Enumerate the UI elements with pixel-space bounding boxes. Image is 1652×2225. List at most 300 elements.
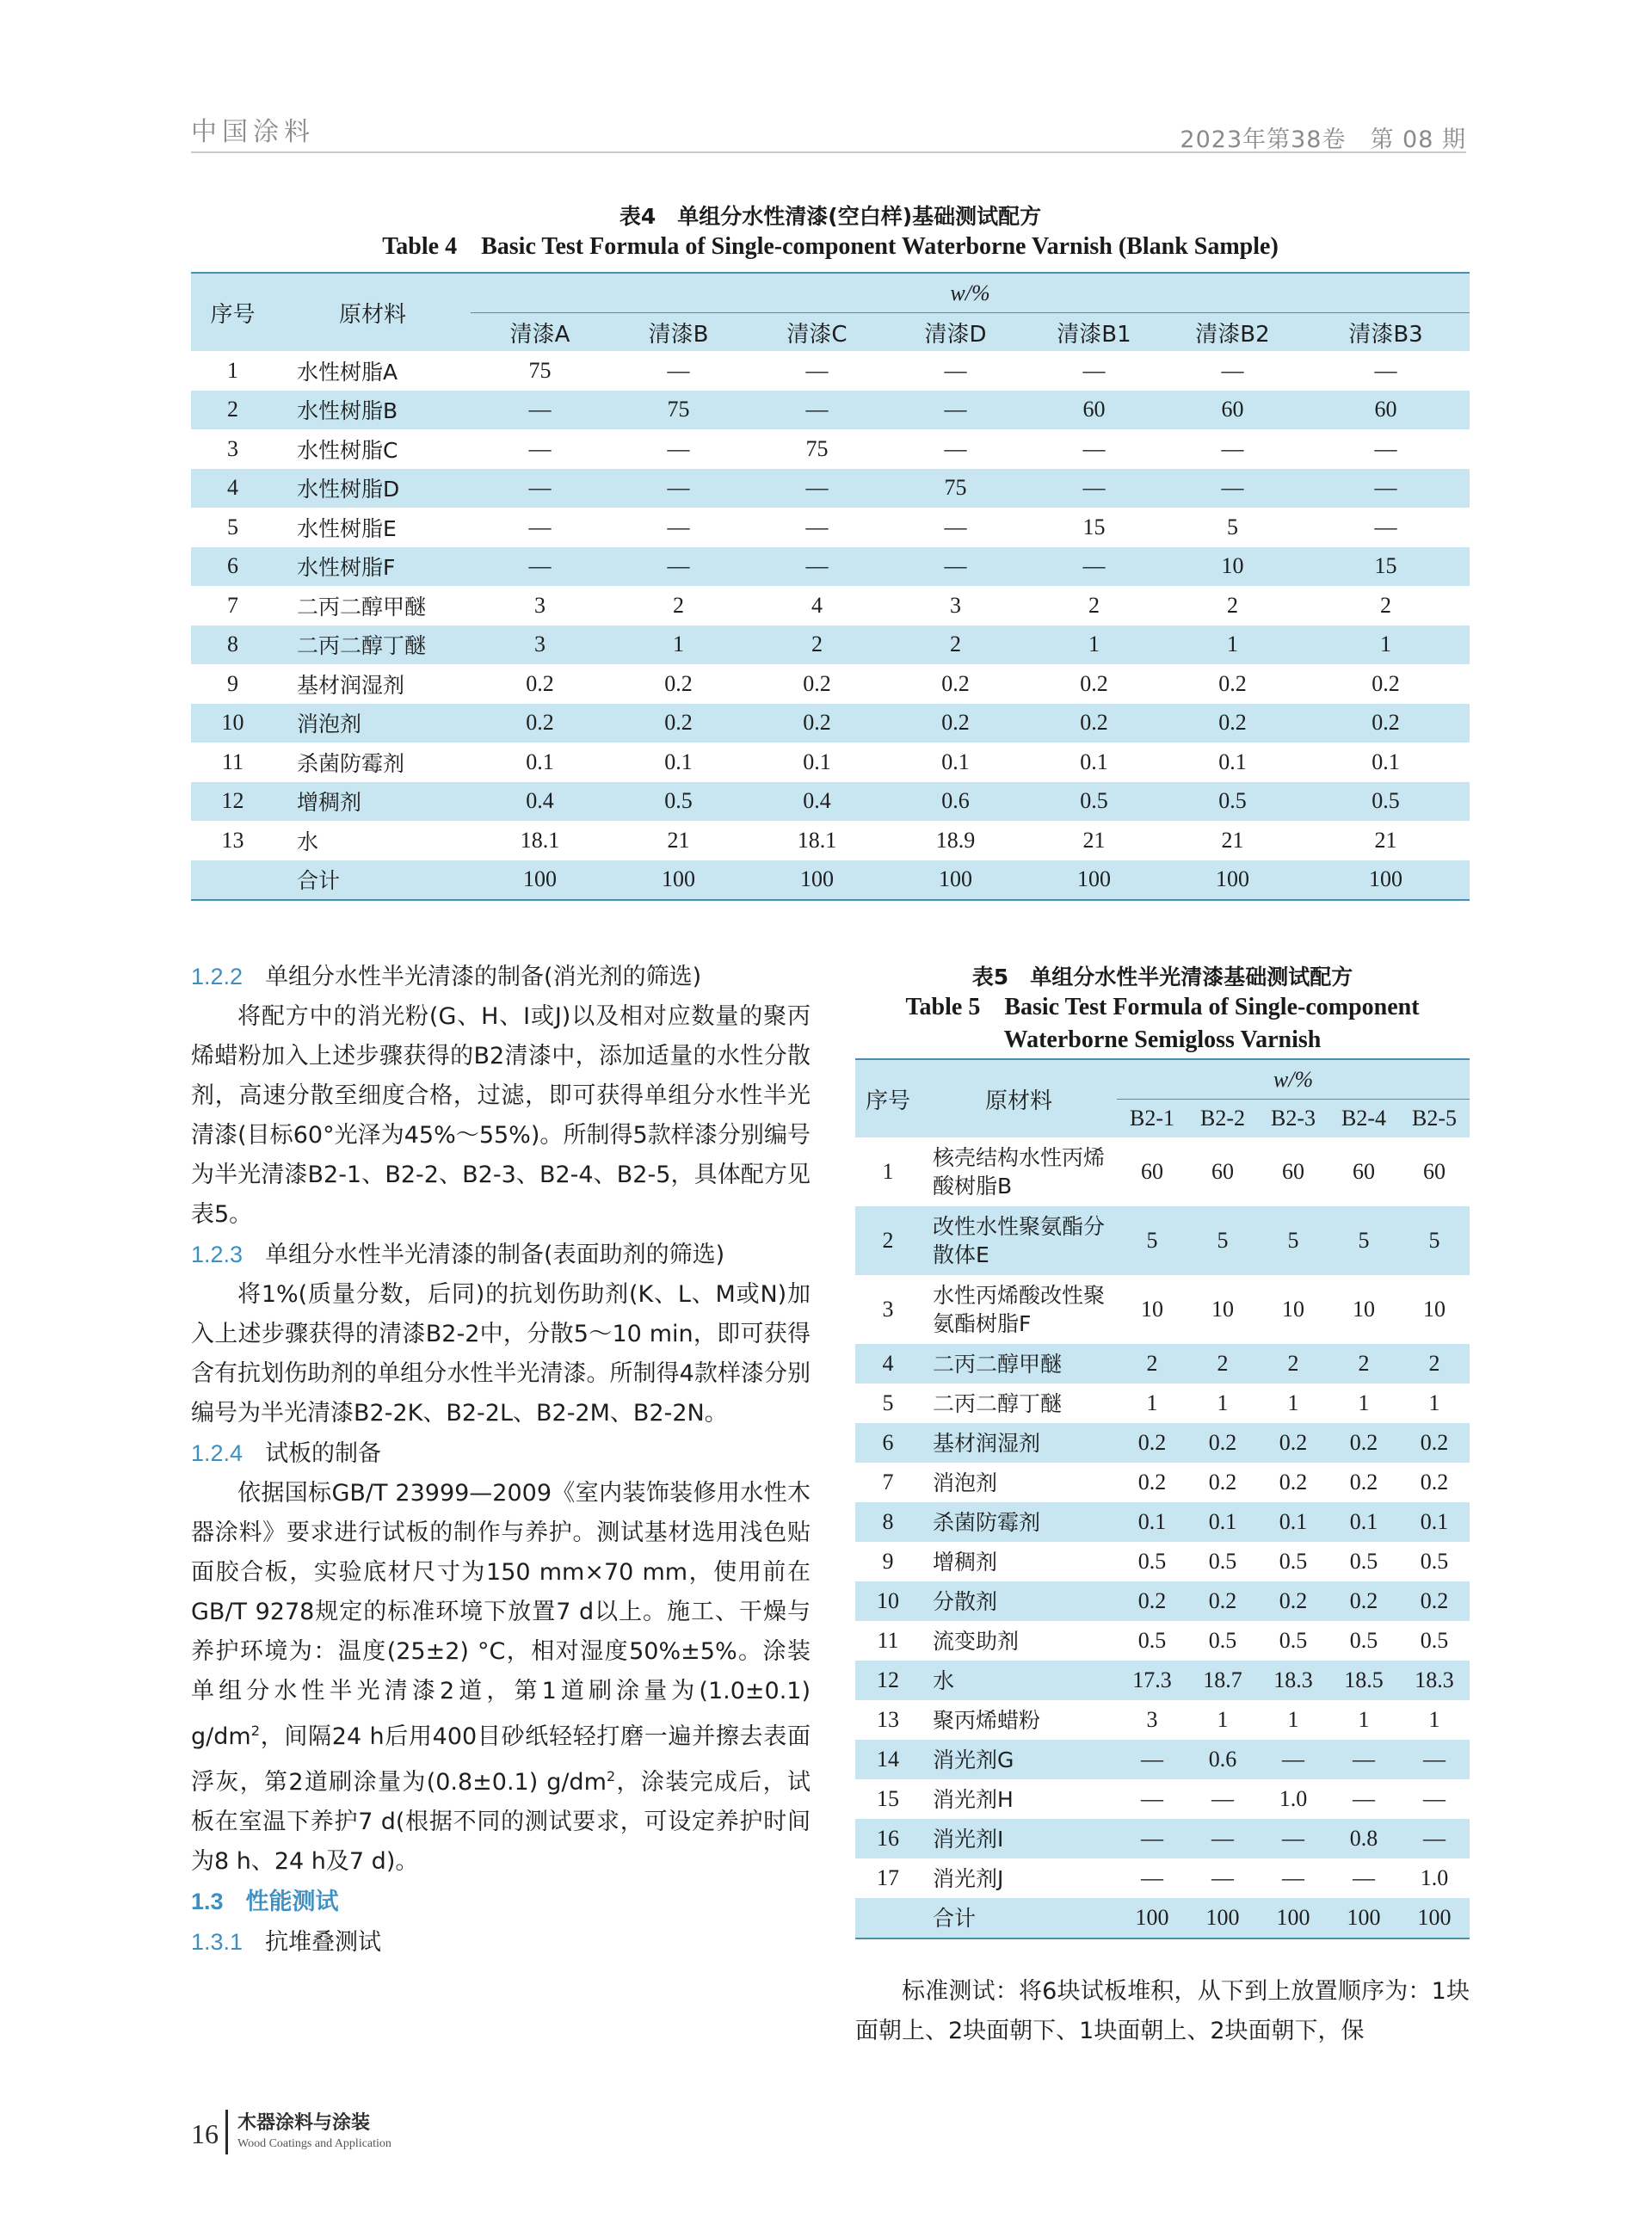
value-cell: 18.9 — [935, 827, 976, 853]
table4-column-header: 清漆B — [609, 313, 748, 352]
value-cell: 1 — [1358, 1390, 1370, 1415]
table5-title-en-1: Table 5 Basic Test Formula of Single-component — [905, 994, 1420, 1020]
value-cell: — — [1221, 435, 1244, 461]
row-index: 9 — [227, 670, 238, 696]
row-index: 12 — [191, 782, 274, 822]
value-cell: 0.1 — [664, 749, 693, 774]
value-cell: 60 — [1282, 1159, 1304, 1184]
value-cell: 10 — [1423, 1297, 1446, 1322]
value-cell: 0.2 — [886, 704, 1025, 743]
value-cell: 75 — [805, 435, 829, 461]
value-cell: 0.2 — [1258, 1581, 1328, 1621]
superscript: 2 — [250, 1723, 260, 1739]
value-cell: 1 — [1217, 1390, 1229, 1415]
value-cell: — — [1141, 1865, 1163, 1890]
value-cell: 2 — [1088, 592, 1100, 618]
value-cell: 0.2 — [664, 670, 693, 696]
value-cell: 0.2 — [1137, 1470, 1167, 1495]
material-name: 杀菌防霉剂 — [921, 1502, 1117, 1542]
value-cell: 2 — [1328, 1344, 1399, 1384]
material-name: 流变助剂 — [933, 1628, 1020, 1654]
material-name: 水 — [921, 1661, 1117, 1700]
value-cell: 2 — [1187, 1344, 1258, 1384]
section-1-2-3-body: 将1%(质量分数，后同)的抗划伤助剂(K、L、M或N)加入上述步骤获得的清漆B2-2中，分散5～10 min，即可获得含有抗划伤助剂的单组分水性半光清漆。所制得4款样漆分别编号为半光清漆B2-2K、B2-2L、B2-2M、B2-2N。 — [191, 1281, 811, 1427]
row-index: 17 — [877, 1865, 899, 1890]
table4-column-header: 清漆C — [748, 313, 886, 352]
value-cell: — — [1141, 1786, 1163, 1811]
value-cell: 0.2 — [471, 704, 609, 743]
value-cell: 0.5 — [1137, 1628, 1167, 1653]
section-1-2-4-body — [191, 1474, 811, 1882]
value-cell: 5 — [1187, 1206, 1258, 1275]
value-cell: — — [748, 469, 886, 508]
section-1-3-heading — [191, 1882, 811, 1922]
value-cell: 0.5 — [1420, 1549, 1449, 1574]
table-row — [855, 1275, 1470, 1344]
row-index: 1 — [882, 1159, 894, 1184]
row-index: 7 — [227, 592, 238, 618]
value-cell: — — [1117, 1819, 1187, 1858]
value-cell: — — [667, 435, 690, 461]
row-index: 6 — [855, 1423, 921, 1463]
row-index: 15 — [877, 1786, 899, 1811]
table-row — [855, 1740, 1470, 1779]
standard-test-body: 标准测试：将6块试板堆积，从下到上放置顺序为：1块面朝上、2块面朝下、1块面朝上、2块面朝下，保 — [855, 1978, 1470, 2044]
table-row — [855, 1819, 1470, 1858]
value-cell: 0.5 — [1349, 1628, 1378, 1653]
value-cell: 0.2 — [1328, 1423, 1399, 1463]
value-cell: — — [609, 469, 748, 508]
material-name: 基材润湿剂 — [921, 1423, 1117, 1463]
value-cell: 100 — [1117, 1898, 1187, 1938]
material-name: 水性丙烯酸改性聚氨酯树脂F — [933, 1283, 1106, 1336]
value-cell: 10 — [1211, 1297, 1234, 1322]
value-cell: 0.2 — [526, 670, 554, 696]
row-index: 10 — [191, 704, 274, 743]
table5-column-header: B2-3 — [1258, 1100, 1328, 1138]
value-cell: 18.7 — [1187, 1661, 1258, 1700]
value-cell: — — [748, 547, 886, 587]
value-cell: 100 — [1302, 860, 1470, 901]
material-name: 二丙二醇丁醚 — [933, 1390, 1063, 1416]
value-cell: — — [1374, 435, 1397, 461]
row-index: 2 — [855, 1206, 921, 1275]
value-cell: — — [1258, 1740, 1328, 1779]
material-name: 聚丙烯蜡粉 — [933, 1707, 1041, 1733]
value-cell: 0.2 — [609, 704, 748, 743]
value-cell: 0.2 — [1279, 1470, 1308, 1495]
table-row — [191, 391, 1470, 430]
row-index: 4 — [191, 469, 274, 508]
material-name: 分散剂 — [921, 1581, 1117, 1621]
value-cell: 0.2 — [748, 704, 886, 743]
material-name: 核壳结构水性丙烯酸树脂B — [933, 1145, 1106, 1199]
material-name: 二丙二醇甲醚 — [921, 1344, 1117, 1384]
value-cell: 18.3 — [1258, 1661, 1328, 1700]
value-cell: 0.6 — [886, 782, 1025, 822]
value-cell: 0.1 — [1187, 1502, 1258, 1542]
value-cell: 100 — [886, 860, 1025, 901]
table5 — [855, 1058, 1470, 1939]
table4-header-material: 原材料 — [274, 273, 471, 351]
table5-caption — [855, 960, 1470, 1057]
value-cell: 3 — [1146, 1707, 1158, 1732]
value-cell: 0.2 — [1187, 1581, 1258, 1621]
table5-title-zh: 表5 单组分水性半光清漆基础测试配方 — [971, 965, 1353, 989]
value-cell: 0.2 — [1328, 1581, 1399, 1621]
value-cell: 0.1 — [1080, 749, 1108, 774]
value-cell: — — [667, 357, 690, 383]
row-index: 8 — [191, 626, 274, 665]
value-cell: 2 — [1399, 1344, 1470, 1384]
value-cell: 0.2 — [1218, 670, 1247, 696]
value-cell: 60 — [1025, 391, 1163, 430]
section-1-2-3-heading — [191, 1235, 811, 1275]
section-1-2-2-heading — [191, 957, 811, 997]
table-row — [191, 429, 1470, 469]
value-cell: — — [471, 547, 609, 587]
section-1-2-2-body: 将配方中的消光粉(G、H、I或J)以及相对应数量的聚丙烯蜡粉加入上述步骤获得的B2清漆中，添加适量的水性分散剂，高速分散至细度合格，过滤，即可获得单组分水性半光清漆(目标60°光泽为45%～55%)。所制得5款样漆分别编号为半光清漆B2-1、B2-2、B2-3、B2-4、B2-5，具体配方见表5。 — [191, 1003, 811, 1228]
value-cell: 2 — [1258, 1344, 1328, 1384]
row-index: 3 — [227, 435, 238, 461]
value-cell: — — [471, 391, 609, 430]
table5-header-material: 原材料 — [921, 1059, 1117, 1137]
table-row — [855, 1423, 1470, 1463]
row-index: 1 — [227, 357, 238, 383]
value-cell: — — [1163, 469, 1302, 508]
table-row — [191, 664, 1470, 704]
material-name: 改性水性聚氨酯分散体E — [921, 1206, 1117, 1275]
value-cell: — — [1025, 547, 1163, 587]
value-cell: — — [886, 547, 1025, 587]
value-cell: 0.5 — [1349, 1549, 1378, 1574]
value-cell: 100 — [1187, 1898, 1258, 1938]
value-cell: 0.1 — [803, 749, 831, 774]
table5-header-unit: w/% — [1117, 1059, 1470, 1100]
table-row — [855, 1384, 1470, 1423]
value-cell: 0.5 — [1279, 1549, 1308, 1574]
value-cell: — — [944, 435, 967, 461]
value-cell: 0.1 — [1328, 1502, 1399, 1542]
value-cell: 100 — [1328, 1898, 1399, 1938]
table-row — [191, 821, 1470, 860]
issue-label: 2023年第38卷 第 08 期 — [1180, 126, 1466, 153]
value-cell: 21 — [1374, 827, 1397, 853]
value-cell: 0.1 — [941, 749, 970, 774]
value-cell: 0.1 — [1117, 1502, 1187, 1542]
value-cell: — — [944, 514, 967, 539]
row-index: 4 — [855, 1344, 921, 1384]
value-cell: 0.2 — [1080, 670, 1108, 696]
row-index: 6 — [191, 547, 274, 587]
value-cell: 1 — [1025, 626, 1163, 665]
page-number: 16 — [191, 2118, 219, 2149]
value-cell: 0.4 — [471, 782, 609, 822]
row-index: 11 — [877, 1628, 899, 1653]
table-row — [191, 351, 1470, 391]
value-cell: — — [1221, 357, 1244, 383]
section-title: 试板的制备 — [265, 1440, 382, 1467]
value-cell: 0.5 — [609, 782, 748, 822]
value-cell: 1 — [1287, 1707, 1299, 1732]
row-index: 16 — [855, 1819, 921, 1858]
value-cell: 0.1 — [1258, 1502, 1328, 1542]
section-title: 单组分水性半光清漆的制备(表面助剂的筛选) — [265, 1242, 725, 1268]
table4-column-header: 清漆B3 — [1302, 313, 1470, 352]
material-name: 水性树脂A — [297, 359, 398, 385]
body-text: ，涂装完成后，试板在室温下养护7 d(根据不同的测试要求，可设定养护时间为8 h、24 h及7 d)。 — [191, 1769, 811, 1875]
table5-column-header: B2-2 — [1187, 1100, 1258, 1138]
value-cell: 0.6 — [1187, 1740, 1258, 1779]
value-cell: 0.5 — [1208, 1549, 1237, 1574]
value-cell: 5 — [1258, 1206, 1328, 1275]
table5-column-header: B2-1 — [1117, 1100, 1187, 1138]
table-row — [855, 1700, 1470, 1740]
value-cell: 1 — [1146, 1390, 1158, 1415]
footer-journal-en: Wood Coatings and Application — [237, 2137, 391, 2150]
value-cell: — — [886, 391, 1025, 430]
value-cell: 0.1 — [1399, 1502, 1470, 1542]
value-cell: — — [528, 514, 552, 539]
material-name: 水性树脂D — [274, 469, 471, 508]
table-row — [191, 547, 1470, 587]
value-cell: 10 — [1282, 1297, 1304, 1322]
value-cell: 5 — [1117, 1206, 1187, 1275]
material-name: 消泡剂 — [933, 1470, 998, 1495]
material-name: 水性树脂C — [297, 437, 398, 463]
material-name: 水性树脂F — [274, 547, 471, 587]
section-number: 1.2.2 — [191, 964, 243, 989]
value-cell: — — [667, 514, 690, 539]
value-cell: 1 — [1163, 626, 1302, 665]
material-name: 水性树脂E — [297, 515, 397, 541]
value-cell: — — [471, 469, 609, 508]
value-cell: 15 — [1082, 514, 1106, 539]
value-cell: 0.5 — [1137, 1549, 1167, 1574]
table-row — [855, 1542, 1470, 1581]
value-cell: 0.2 — [1258, 1423, 1328, 1463]
table4-column-header: 清漆D — [886, 313, 1025, 352]
right-column — [855, 1972, 1470, 2051]
row-index: 12 — [855, 1661, 921, 1700]
value-cell: 15 — [1302, 547, 1470, 587]
material-name: 增稠剂 — [933, 1549, 998, 1575]
value-cell: 60 — [1302, 391, 1470, 430]
value-cell: 1.0 — [1279, 1786, 1308, 1811]
row-index: 13 — [877, 1707, 899, 1732]
value-cell: 0.1 — [526, 749, 554, 774]
row-index — [855, 1898, 921, 1938]
value-cell: 0.2 — [1420, 1470, 1449, 1495]
material-name: 消光剂G — [921, 1740, 1117, 1779]
value-cell: 4 — [811, 592, 823, 618]
table-row — [191, 626, 1470, 665]
value-cell: — — [1282, 1865, 1304, 1890]
table4-title-en: Table 4 Basic Test Formula of Single-component Waterborne Varnish (Blank Sample) — [382, 233, 1279, 260]
value-cell: 0.2 — [1117, 1423, 1187, 1463]
material-name: 消光剂I — [921, 1819, 1117, 1858]
table-row — [191, 586, 1470, 626]
row-index: 14 — [855, 1740, 921, 1779]
table-row — [855, 1344, 1470, 1384]
value-cell: 100 — [1025, 860, 1163, 901]
value-cell: 0.2 — [1302, 704, 1470, 743]
section-number: 1.3 — [191, 1889, 224, 1914]
section-title: 抗堆叠测试 — [265, 1929, 382, 1956]
row-index: 3 — [882, 1297, 894, 1322]
table-row — [855, 1463, 1470, 1502]
row-index: 5 — [227, 514, 238, 539]
value-cell: 100 — [748, 860, 886, 901]
value-cell: 0.4 — [748, 782, 886, 822]
value-cell: — — [1399, 1740, 1470, 1779]
value-cell: 0.8 — [1328, 1819, 1399, 1858]
value-cell: 18.3 — [1399, 1661, 1470, 1700]
section-number: 1.2.4 — [191, 1440, 243, 1466]
section-number: 1.3.1 — [191, 1929, 243, 1955]
superscript: 2 — [606, 1768, 616, 1784]
value-cell: 0.2 — [1117, 1581, 1187, 1621]
body-text: ，间隔24 h后用400目砂纸轻轻打磨一遍并擦去表面浮灰，第2道刷涂量为(0.8±0.1) g/dm — [191, 1723, 811, 1796]
value-cell: — — [528, 435, 552, 461]
value-cell: — — [805, 357, 829, 383]
row-index: 13 — [221, 827, 244, 853]
value-cell: — — [1374, 357, 1397, 383]
material-name: 消光剂H — [933, 1786, 1014, 1812]
value-cell: — — [944, 357, 967, 383]
value-cell: 1 — [1428, 1707, 1440, 1732]
value-cell: 60 — [1353, 1159, 1375, 1184]
material-name: 二丙二醇甲醚 — [297, 594, 427, 619]
section-1-3-1-heading — [191, 1922, 811, 1963]
table-row — [855, 1858, 1470, 1898]
value-cell: — — [748, 391, 886, 430]
value-cell: 17.3 — [1117, 1661, 1187, 1700]
value-cell: 0.5 — [1279, 1628, 1308, 1653]
footer-journal-zh: 木器涂料与涂装 — [237, 2112, 371, 2134]
value-cell: 18.5 — [1328, 1661, 1399, 1700]
value-cell: 0.2 — [1399, 1581, 1470, 1621]
table-row — [855, 1502, 1470, 1542]
table-row — [855, 1661, 1470, 1700]
value-cell: 10 — [1353, 1297, 1375, 1322]
table4-column-header: 清漆A — [471, 313, 609, 352]
value-cell: 3 — [950, 592, 961, 618]
row-index — [191, 860, 274, 901]
value-cell: 2 — [673, 592, 684, 618]
value-cell: 10 — [1163, 547, 1302, 587]
table-row — [855, 1779, 1470, 1819]
material-name: 增稠剂 — [274, 782, 471, 822]
table-row — [191, 743, 1470, 782]
value-cell: — — [1117, 1740, 1187, 1779]
value-cell: 2 — [748, 626, 886, 665]
value-cell: — — [1082, 357, 1106, 383]
material-name: 水性树脂B — [274, 391, 471, 430]
value-cell: 2 — [1227, 592, 1238, 618]
value-cell: 2 — [1380, 592, 1392, 618]
value-cell: — — [1258, 1819, 1328, 1858]
value-cell: 1 — [1428, 1390, 1440, 1415]
value-cell: — — [1328, 1740, 1399, 1779]
table4-title-zh: 表4 单组分水性清漆(空白样)基础测试配方 — [619, 204, 1042, 229]
value-cell: 100 — [609, 860, 748, 901]
material-name: 消泡剂 — [274, 704, 471, 743]
value-cell: 5 — [1227, 514, 1238, 539]
table-row — [191, 860, 1470, 901]
value-cell: 0.2 — [1025, 704, 1163, 743]
value-cell: 100 — [1258, 1898, 1328, 1938]
value-cell: 60 — [1423, 1159, 1446, 1184]
table4 — [191, 272, 1470, 901]
value-cell: 1.0 — [1420, 1865, 1449, 1890]
material-name: 合计 — [921, 1898, 1117, 1938]
row-index: 9 — [882, 1549, 894, 1574]
value-cell: 60 — [1141, 1159, 1163, 1184]
value-cell: 21 — [1082, 827, 1106, 853]
value-cell: 0.2 — [1208, 1470, 1237, 1495]
value-cell: 0.5 — [1163, 782, 1302, 822]
row-index: 8 — [855, 1502, 921, 1542]
value-cell: 60 — [1163, 391, 1302, 430]
value-cell: 100 — [471, 860, 609, 901]
value-cell: — — [1211, 1865, 1234, 1890]
section-1-2-4-heading — [191, 1433, 811, 1474]
value-cell: 18.1 — [520, 827, 560, 853]
value-cell: 75 — [528, 357, 552, 383]
table-row — [191, 469, 1470, 508]
value-cell: — — [1374, 514, 1397, 539]
value-cell: — — [1082, 435, 1106, 461]
row-index: 5 — [882, 1390, 894, 1415]
value-cell: 1 — [1302, 626, 1470, 665]
value-cell: 0.5 — [1208, 1628, 1237, 1653]
value-cell: 0.2 — [1372, 670, 1400, 696]
value-cell: — — [1423, 1786, 1446, 1811]
value-cell: 5 — [1399, 1206, 1470, 1275]
value-cell: 0.2 — [1187, 1423, 1258, 1463]
value-cell: 100 — [1399, 1898, 1470, 1938]
section-number: 1.2.3 — [191, 1242, 243, 1267]
value-cell: 5 — [1328, 1206, 1399, 1275]
value-cell: 0.5 — [1025, 782, 1163, 822]
value-cell: — — [609, 547, 748, 587]
material-name: 水 — [297, 829, 319, 854]
table-row — [855, 1137, 1470, 1206]
table-row — [191, 508, 1470, 547]
value-cell: 0.5 — [1302, 782, 1470, 822]
left-column — [191, 957, 811, 1963]
material-name: 消光剂J — [933, 1865, 1004, 1891]
table5-title-en-2: Waterborne Semigloss Varnish — [1003, 1026, 1322, 1053]
table5-header-index: 序号 — [855, 1059, 921, 1137]
row-index: 7 — [882, 1470, 894, 1495]
value-cell: — — [1025, 469, 1163, 508]
value-cell: 0.1 — [1218, 749, 1247, 774]
value-cell: 21 — [1221, 827, 1244, 853]
material-name: 基材润湿剂 — [297, 672, 405, 698]
value-cell: 2 — [1117, 1344, 1187, 1384]
value-cell: — — [1211, 1786, 1234, 1811]
value-cell: — — [1353, 1786, 1375, 1811]
material-name: 杀菌防霉剂 — [297, 750, 405, 776]
value-cell: 0.2 — [803, 670, 831, 696]
value-cell: 1 — [609, 626, 748, 665]
value-cell: — — [1353, 1865, 1375, 1890]
row-index: 2 — [191, 391, 274, 430]
value-cell: — — [805, 514, 829, 539]
table-row — [855, 1581, 1470, 1621]
